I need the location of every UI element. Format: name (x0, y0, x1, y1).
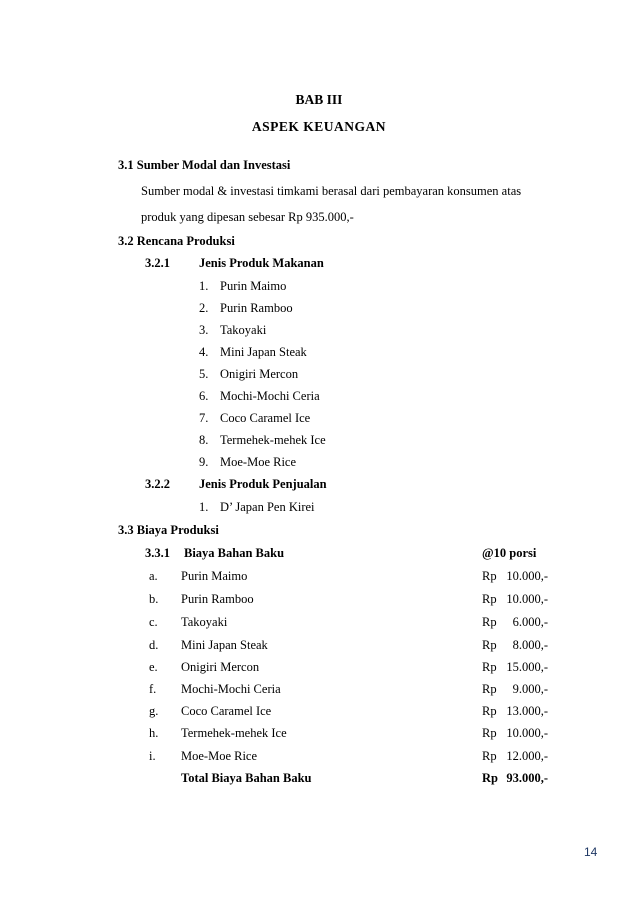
section-3-2-1-title: Jenis Produk Makanan (199, 256, 324, 270)
row-item-name: Mochi-Mochi Ceria (181, 682, 281, 696)
list-item: Purin Maimo (220, 279, 287, 293)
currency-label: Rp (482, 682, 497, 696)
list-item-number: 3. (199, 323, 209, 337)
list-item: D’ Japan Pen Kirei (220, 500, 315, 514)
row-item-name: Coco Caramel Ice (181, 704, 272, 718)
row-item-name: Mini Japan Steak (181, 638, 268, 652)
list-item: Onigiri Mercon (220, 367, 299, 381)
row-letter: c. (149, 615, 158, 629)
price-amount: 12.000,- (506, 749, 548, 763)
list-item: Termehek-mehek Ice (220, 433, 326, 447)
row-letter: d. (149, 638, 159, 652)
row-item-name: Termehek-mehek Ice (181, 726, 287, 740)
section-3-3-title: 3.3 Biaya Produksi (118, 523, 219, 537)
row-item-name: Takoyaki (181, 615, 228, 629)
section-3-2-2-number: 3.2.2 (145, 477, 170, 491)
list-item: Purin Ramboo (220, 301, 293, 315)
price-amount: 13.000,- (506, 704, 548, 718)
currency-label: Rp (482, 704, 497, 718)
currency-label: Rp (482, 638, 497, 652)
currency-label: Rp (482, 749, 497, 763)
row-item-name: Purin Maimo (181, 569, 248, 583)
row-item-name: Purin Ramboo (181, 592, 254, 606)
section-3-2-title: 3.2 Rencana Produksi (118, 234, 235, 248)
list-item: Coco Caramel Ice (220, 411, 311, 425)
list-item: Takoyaki (220, 323, 267, 337)
section-3-3-1-number: 3.3.1 (145, 546, 170, 560)
row-item-name: Moe-Moe Rice (181, 749, 258, 763)
section-3-1-title: 3.1 Sumber Modal dan Investasi (118, 158, 291, 172)
list-item-number: 5. (199, 367, 209, 381)
section-3-2-1-number: 3.2.1 (145, 256, 170, 270)
row-letter: h. (149, 726, 159, 740)
section-3-1-line1: Sumber modal & investasi timkami berasal dari pembayaran konsumen atas (141, 184, 522, 198)
section-3-1-line2: produk yang dipesan sebesar Rp 935.000,- (141, 210, 354, 224)
price-amount: 9.000,- (512, 682, 548, 696)
row-item-name: Onigiri Mercon (181, 660, 260, 674)
price-amount: 10.000,- (506, 592, 548, 606)
list-item-number: 9. (199, 455, 209, 469)
column-header-portion: @10 porsi (482, 546, 537, 560)
list-item-number: 2. (199, 301, 209, 315)
list-item-number: 4. (199, 345, 209, 359)
list-item-number: 8. (199, 433, 209, 447)
list-item-number: 7. (199, 411, 209, 425)
row-letter: b. (149, 592, 159, 606)
list-item: Mini Japan Steak (220, 345, 307, 359)
currency-label: Rp (482, 569, 497, 583)
price-amount: 10.000,- (506, 569, 548, 583)
currency-label: Rp (482, 726, 497, 740)
page-number: 14 (584, 845, 598, 859)
total-label: Total Biaya Bahan Baku (181, 771, 312, 785)
currency-label: Rp (482, 615, 497, 629)
total-amount: 93.000,- (506, 771, 548, 785)
list-item: Mochi-Mochi Ceria (220, 389, 320, 403)
section-3-2-2-title: Jenis Produk Penjualan (199, 477, 327, 491)
currency-label: Rp (482, 592, 497, 606)
row-letter: f. (149, 682, 157, 696)
list-item-number: 6. (199, 389, 209, 403)
list-item: Moe-Moe Rice (220, 455, 297, 469)
list-item-number: 1. (199, 500, 209, 514)
row-letter: a. (149, 569, 158, 583)
price-amount: 10.000,- (506, 726, 548, 740)
row-letter: g. (149, 704, 159, 718)
row-letter: e. (149, 660, 158, 674)
chapter-title: ASPEK KEUANGAN (251, 119, 387, 134)
price-amount: 8.000,- (512, 638, 548, 652)
currency-label: Rp (482, 660, 497, 674)
price-amount: 15.000,- (506, 660, 548, 674)
list-item-number: 1. (199, 279, 209, 293)
currency-label: Rp (482, 771, 498, 785)
section-3-3-1-title: Biaya Bahan Baku (184, 546, 285, 560)
price-amount: 6.000,- (512, 615, 548, 629)
chapter-label: BAB III (295, 92, 343, 107)
row-letter: i. (149, 749, 156, 763)
